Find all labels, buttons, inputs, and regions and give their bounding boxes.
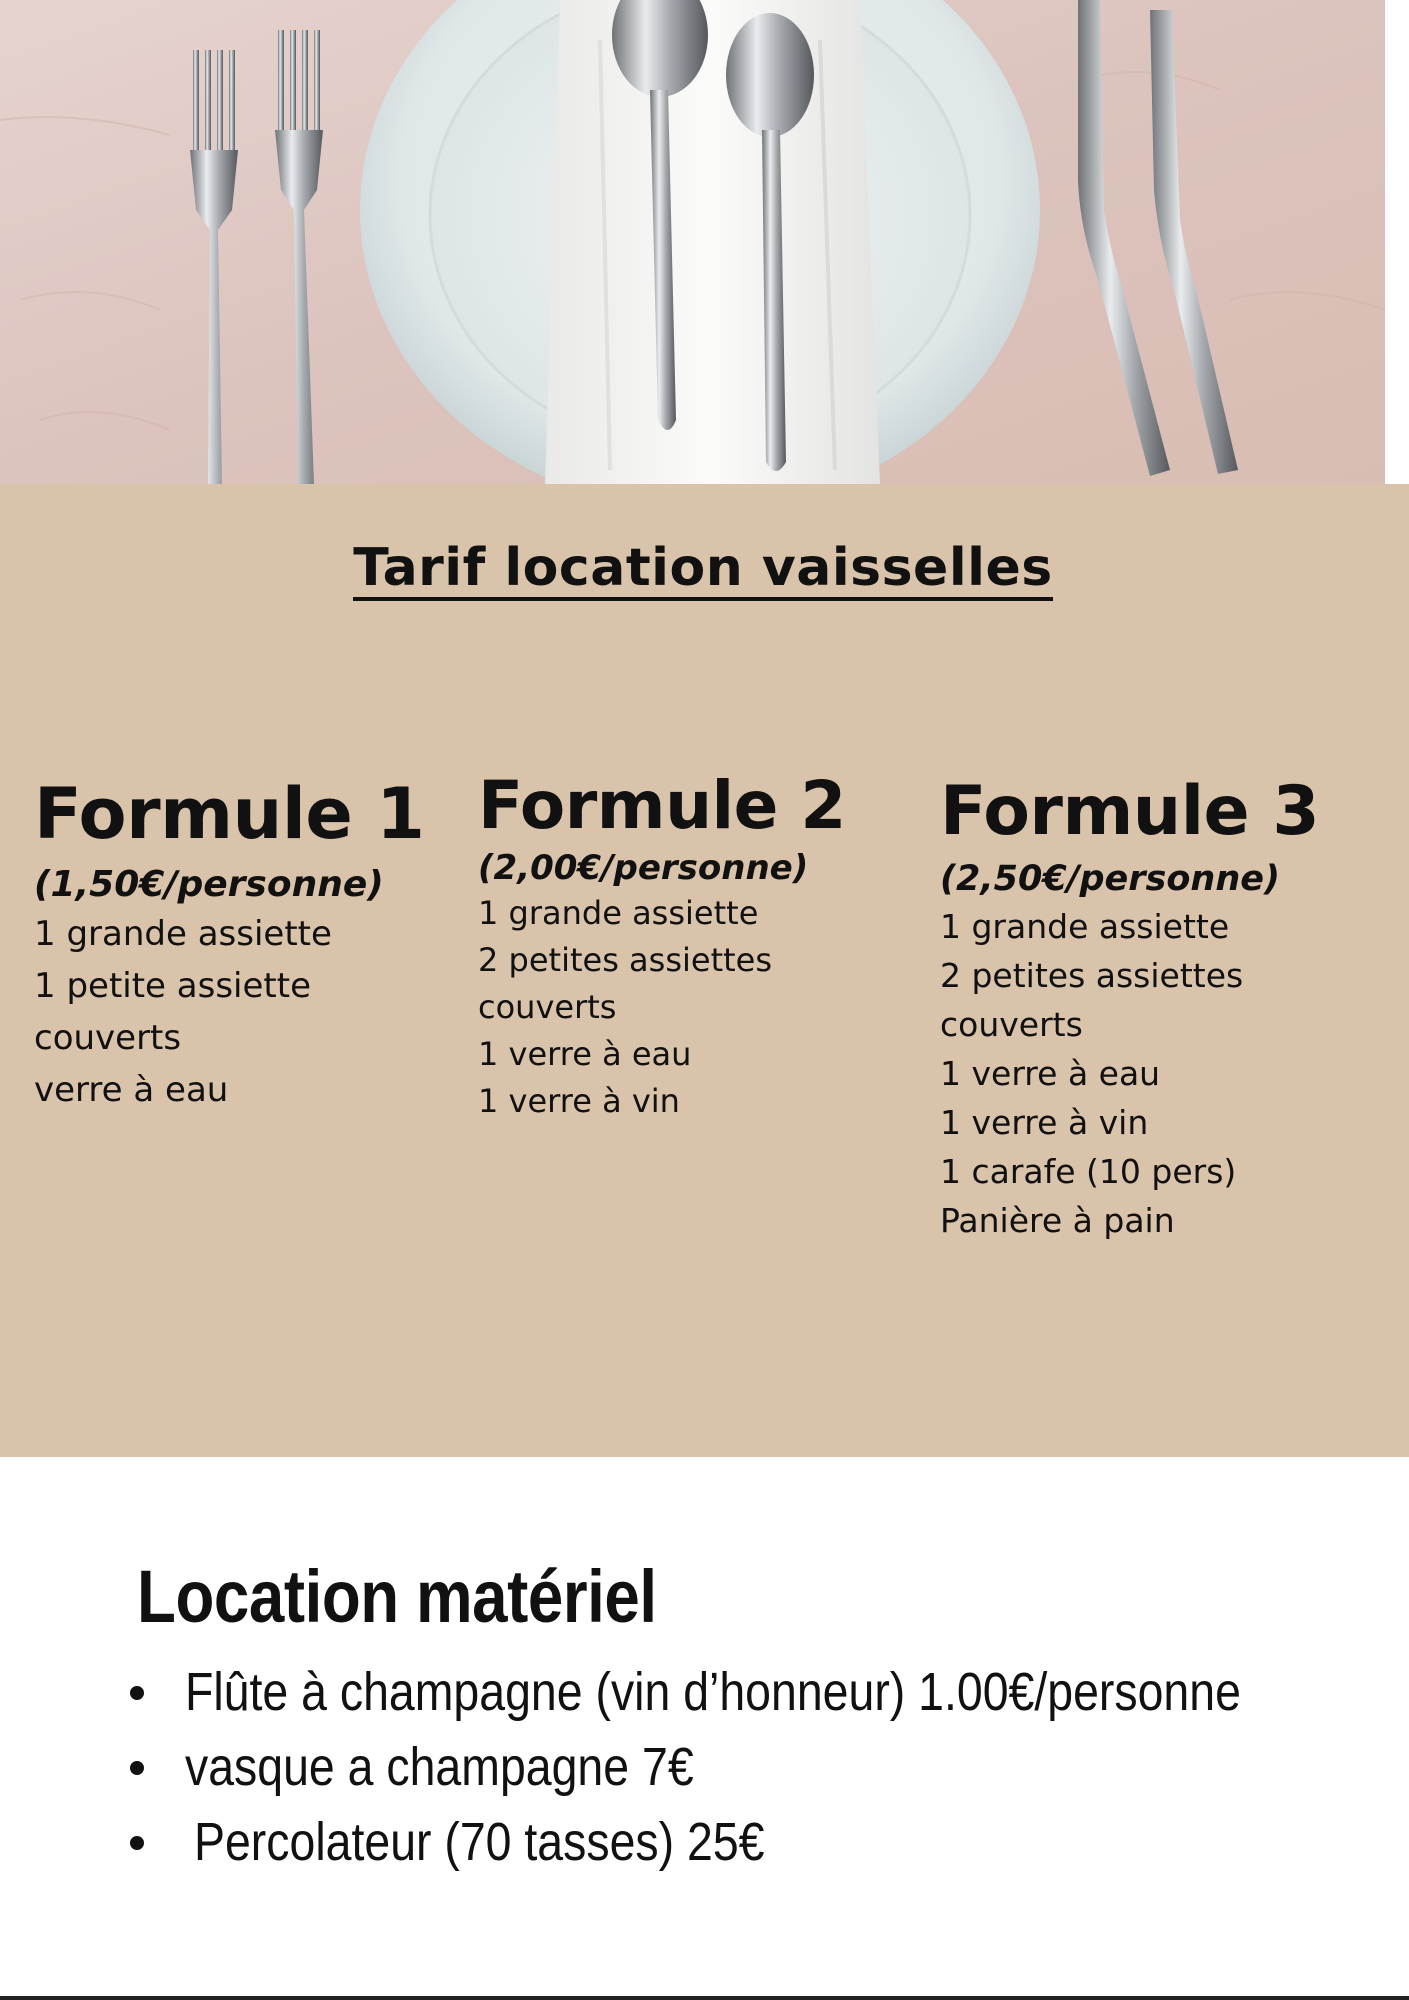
- formula-item: 1 petite assiette: [34, 966, 311, 1006]
- formula-item: 1 verre à eau: [478, 1035, 692, 1073]
- formula-item: verre à eau: [34, 1070, 229, 1110]
- formula-item: 2 petites assiettes: [940, 956, 1244, 995]
- table-setting-photo: [0, 0, 1385, 484]
- formula-name: Formule 1: [34, 773, 425, 855]
- formula-items: [940, 902, 1319, 1245]
- formula-items: [478, 890, 846, 1125]
- formula-2: [478, 766, 846, 1125]
- formula-item: couverts: [478, 988, 617, 1026]
- formula-item: Panière à pain: [940, 1201, 1175, 1240]
- formula-item: 2 petites assiettes: [478, 941, 773, 979]
- bullet-icon: [130, 1836, 144, 1850]
- formula-price: (2,00€/personne): [478, 848, 809, 888]
- bottom-divider: [0, 1996, 1409, 2000]
- formula-price: (1,50€/personne): [34, 864, 384, 905]
- formula-item: couverts: [940, 1005, 1083, 1044]
- equipment-item-text: vasque a champagne 7€: [185, 1737, 694, 1797]
- formula-item: 1 grande assiette: [34, 914, 332, 954]
- pricing-panel: [0, 484, 1409, 1457]
- formula-item: 1 verre à eau: [940, 1054, 1161, 1093]
- formula-item: 1 grande assiette: [940, 907, 1230, 946]
- formula-item: 1 grande assiette: [478, 894, 759, 932]
- page-title: [0, 538, 1409, 601]
- equipment-title: Location matériel: [137, 1555, 657, 1638]
- formula-3: [940, 772, 1319, 1245]
- formula-item: 1 carafe (10 pers): [940, 1152, 1237, 1191]
- formula-1: [34, 774, 424, 1116]
- formula-price: (2,50€/personne): [940, 859, 1280, 899]
- formula-item: 1 verre à vin: [940, 1103, 1149, 1142]
- formula-item: couverts: [34, 1018, 182, 1058]
- formula-name: Formule 2: [478, 767, 846, 844]
- bullet-icon: [130, 1761, 144, 1775]
- formula-name: Formule 3: [940, 772, 1320, 851]
- formula-item: 1 verre à vin: [478, 1082, 680, 1120]
- formula-items: [34, 908, 424, 1116]
- bullet-icon: [130, 1686, 144, 1700]
- equipment-item-text: Percolateur (70 tasses) 25€: [194, 1812, 765, 1872]
- page-title-text: Tarif location vaisselles: [353, 539, 1052, 601]
- equipment-item-text: Flûte à champagne (vin d’honneur) 1.00€/personne: [185, 1662, 1241, 1722]
